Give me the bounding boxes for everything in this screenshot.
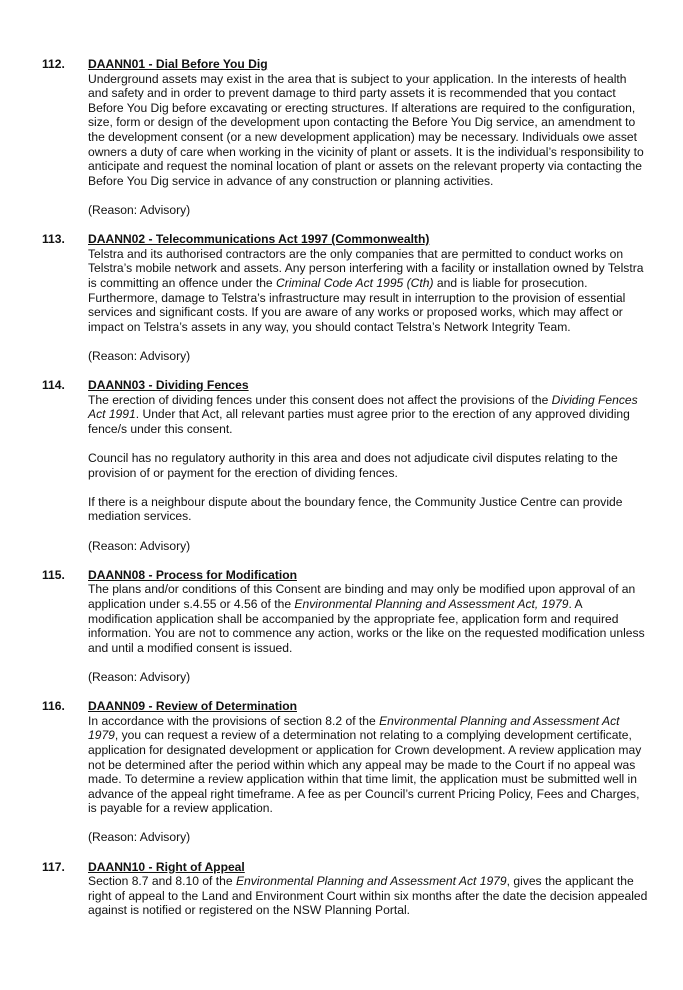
italic-citation: Environmental Planning and Assessment Act 1979: [235, 874, 507, 889]
condition-reason: (Reason: Advisory): [88, 538, 191, 553]
condition-number: 115.: [42, 567, 65, 582]
condition-reason: (Reason: Advisory): [88, 348, 191, 363]
condition-number: 116.: [42, 699, 65, 714]
condition-item: [42, 859, 648, 918]
condition-heading: DAANN08 - Process for Modification: [88, 567, 297, 582]
condition-number: 112.: [42, 57, 65, 71]
italic-citation: Environmental Planning and Assessment Act 1979: [88, 713, 620, 743]
condition-heading: DAANN03 - Dividing Fences: [88, 378, 249, 393]
paragraph-text: Council has no regulatory authority in this area and does not adjudicate civil disputes relating to the provision of or payment for the erection of dividing fences.: [88, 451, 618, 480]
condition-heading: DAANN01 - Dial Before You Dig: [88, 57, 268, 71]
condition-number: 114.: [42, 378, 65, 393]
paragraph-text: , gives the applicant the right of appeal to the Land and Environment Court within six months after the date the decision appealed against is notified or registered on the NSW Planning Portal.: [88, 874, 648, 918]
condition-paragraph: [88, 451, 648, 480]
condition-paragraph: [88, 582, 648, 655]
italic-citation: Dividing Fences Act 1991: [88, 392, 638, 422]
condition-paragraph: [88, 247, 648, 335]
condition-reason: (Reason: Advisory): [88, 202, 191, 217]
condition-reason: (Reason: Advisory): [88, 669, 191, 684]
paragraph-text: . A modification application shall be accompanied by the appropriate fee, application form and required information. You are not to commence any action, works or the like on the requested modification unless and until a modified consent is issued.: [88, 596, 645, 655]
condition-paragraph: [88, 495, 648, 524]
condition-item: [42, 699, 648, 845]
paragraph-text: . Under that Act, all relevant parties must agree prior to the erection of any approved dividing fence/s under this consent.: [88, 407, 630, 436]
conditions-list: [0, 57, 683, 918]
condition-paragraph: [88, 72, 648, 189]
italic-citation: Criminal Code Act 1995 (Cth): [276, 275, 434, 290]
paragraph-text: Underground assets may exist in the area that is subject to your application. In the interests of health and safety and in order to prevent damage to third party assets it is recommended that you contact Before You Dig before excavating or erecting structures. If alterations are required to the configuration, size, form or design of the development upon contacting the Before You Dig service, an amendment to the development consent (or a new development application) may be necessary. Individuals owe asset owners a duty of care when working in the vicinity of plant or assets. It is the individual’s responsibility to anticipate and request the nominal location of plant or assets on the relevant property via contacting the Before You Dig service in advance of any construction or planning activities.: [88, 71, 644, 188]
paragraph-text: If there is a neighbour dispute about the boundary fence, the Community Justice Centre can provide mediation services.: [88, 494, 623, 524]
condition-item: [42, 232, 648, 363]
condition-item: [42, 567, 648, 685]
paragraph-text: Section 8.7 and 8.10 of the: [88, 874, 236, 889]
paragraph-text: Telstra and its authorised contractors are the only companies that are permitted to conduct works on Telstra’s mobile network and assets. Any person interfering with a facility or installation owned by Telstra is committing an offence under the: [88, 246, 644, 290]
condition-heading: DAANN09 - Review of Determination: [88, 699, 297, 714]
condition-item: [42, 57, 648, 218]
paragraph-text: , you can request a review of a determination not relating to a complying development certificate, application for designated development or application for Crown development. A review application may not be determined after the period within which any appeal may be made to the Court if no appeal was made. To determine a review application within that time limit, the application must be submitted well in advance of the appeal right timeframe. A fee as per Council’s current Pricing Policy, Fees and Charges, is payable for a review application.: [88, 728, 642, 816]
paragraph-text: The plans and/or conditions of this Consent are binding and may only be modified upon approval of an application under s.4.55 or 4.56 of the: [88, 582, 636, 611]
condition-item: [42, 378, 648, 553]
italic-citation: Environmental Planning and Assessment Act, 1979: [294, 596, 569, 611]
paragraph-text: In accordance with the provisions of section 8.2 of the: [88, 713, 380, 728]
condition-number: 113.: [42, 232, 65, 247]
paragraph-text: and is liable for prosecution. Furthermore, damage to Telstra’s infrastructure may result in interruption to the provision of essential services and significant costs. If you are aware of any works or proposed works, which may affect or impact on Telstra’s assets in any way, you should contact Telstra’s Network Integrity Team.: [88, 275, 626, 334]
condition-reason: (Reason: Advisory): [88, 830, 191, 845]
condition-number: 117.: [42, 859, 65, 874]
condition-heading: DAANN10 - Right of Appeal: [88, 859, 245, 874]
condition-paragraph: [88, 874, 648, 918]
condition-heading: DAANN02 - Telecommunications Act 1997 (Commonwealth): [88, 232, 430, 247]
paragraph-text: The erection of dividing fences under this consent does not affect the provisions of the: [88, 392, 552, 407]
condition-paragraph: [88, 714, 648, 816]
condition-paragraph: [88, 393, 648, 437]
